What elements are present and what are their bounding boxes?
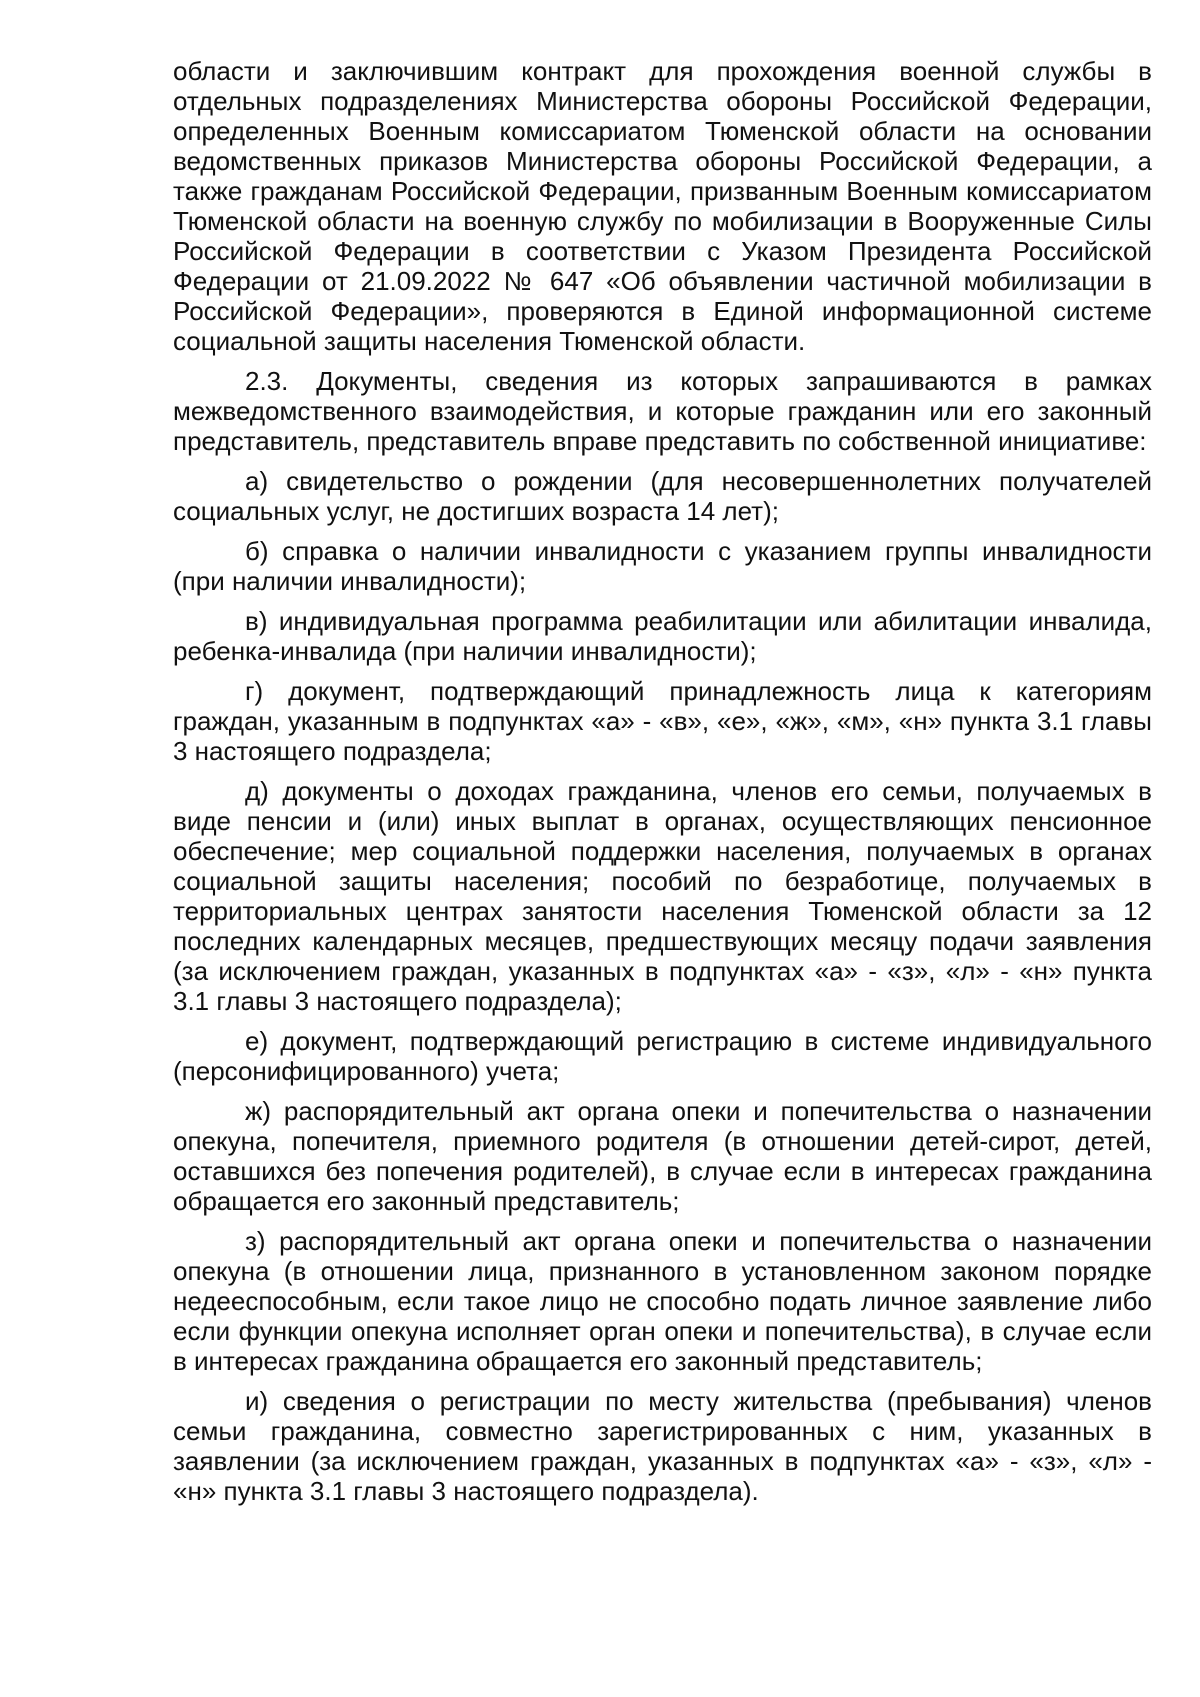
paragraph-item-a: а) свидетельство о рождении (для несовершеннолетних получателей социальных услуг, не достигших возраста 14 лет); xyxy=(173,466,1152,526)
paragraph-item-d: д) документы о доходах гражданина, членов его семьи, получаемых в виде пенсии и (или) иных выплат в органах, осуществляющих пенсионное обеспечение; мер социальной поддержки населения, получаемых в органах социальной защиты населения; пособий по безработице, получаемых в территориальных центрах занятости населения Тюменской области за 12 последних календарных месяцев, предшествующих месяцу подачи заявления (за исключением граждан, указанных в подпунктах «а» - «з», «л» - «н» пункта 3.1 главы 3 настоящего подраздела); xyxy=(173,776,1152,1016)
paragraph-item-z: з) распорядительный акт органа опеки и попечительства о назначении опекуна (в отношении лица, признанного в установленном законом порядке недееспособным, если такое лицо не способно подать личное заявление либо если функции опекуна исполняет орган опеки и попечительства), в случае если в интересах гражданина обращается его законный представитель; xyxy=(173,1226,1152,1376)
paragraph-item-b: б) справка о наличии инвалидности с указанием группы инвалидности (при наличии инвалидности); xyxy=(173,536,1152,596)
paragraph-continuation: области и заключившим контракт для прохождения военной службы в отдельных подразделениях Министерства обороны Российской Федерации, определенных Военным комиссариатом Тюменской области на основании ведомственных приказов Министерства обороны Российской Федерации, а также гражданам Российской Федерации, призванным Военным комиссариатом Тюменской области на военную службу по мобилизации в Вооруженные Силы Российской Федерации в соответствии с Указом Президента Российской Федерации от 21.09.2022 № 647 «Об объявлении частичной мобилизации в Российской Федерации», проверяются в Единой информационной системе социальной защиты населения Тюменской области. xyxy=(173,56,1152,356)
paragraph-2-3: 2.3. Документы, сведения из которых запрашиваются в рамках межведомственного взаимодействия, и которые гражданин или его законный представитель, представитель вправе представить по собственной инициативе: xyxy=(173,366,1152,456)
paragraph-item-e: е) документ, подтверждающий регистрацию в системе индивидуального (персонифицированного) учета; xyxy=(173,1026,1152,1086)
paragraph-item-v: в) индивидуальная программа реабилитации или абилитации инвалида, ребенка-инвалида (при наличии инвалидности); xyxy=(173,606,1152,666)
paragraph-item-zh: ж) распорядительный акт органа опеки и попечительства о назначении опекуна, попечителя, приемного родителя (в отношении детей-сирот, детей, оставшихся без попечения родителей), в случае если в интересах гражданина обращается его законный представитель; xyxy=(173,1096,1152,1216)
document-body xyxy=(173,56,1152,1516)
paragraph-item-i: и) сведения о регистрации по месту жительства (пребывания) членов семьи гражданина, совместно зарегистрированных с ним, указанных в заявлении (за исключением граждан, указанных в подпунктах «а» - «з», «л» - «н» пункта 3.1 главы 3 настоящего подраздела). xyxy=(173,1386,1152,1506)
paragraph-item-g: г) документ, подтверждающий принадлежность лица к категориям граждан, указанным в подпунктах «а» - «в», «е», «ж», «м», «н» пункта 3.1 главы 3 настоящего подраздела; xyxy=(173,676,1152,766)
